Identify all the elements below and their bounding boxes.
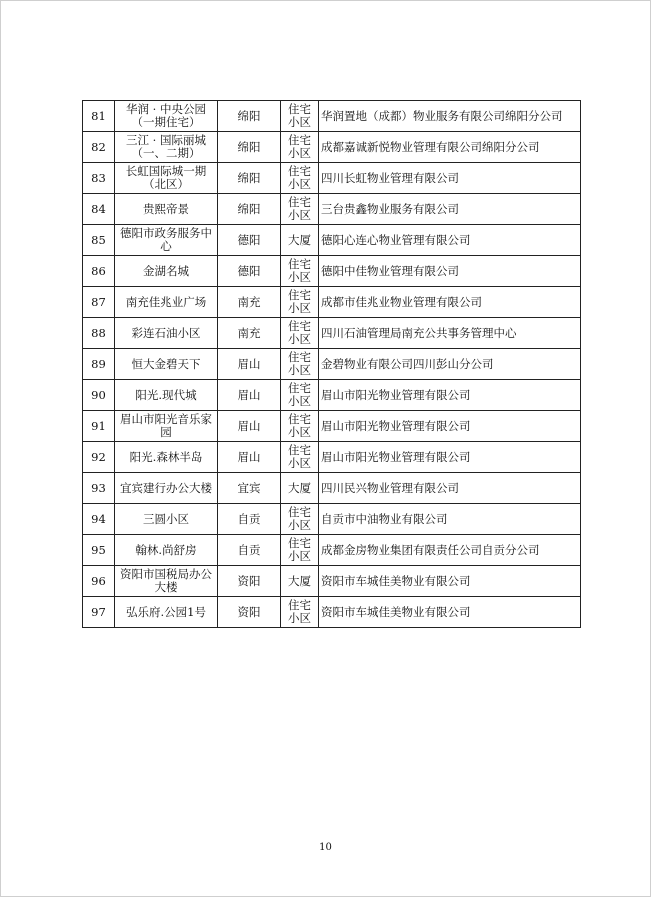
city: 宜宾 [218, 473, 281, 504]
city: 南充 [218, 287, 281, 318]
city: 资阳 [218, 566, 281, 597]
property-type: 大厦 [281, 566, 319, 597]
city: 眉山 [218, 380, 281, 411]
row-number: 94 [83, 504, 115, 535]
property-type: 住宅小区 [281, 256, 319, 287]
property-type: 住宅小区 [281, 411, 319, 442]
project-name: 金湖名城 [115, 256, 218, 287]
row-number: 85 [83, 225, 115, 256]
property-type: 住宅小区 [281, 287, 319, 318]
city: 绵阳 [218, 163, 281, 194]
management-company: 四川石油管理局南充公共事务管理中心 [319, 318, 581, 349]
property-type: 住宅小区 [281, 380, 319, 411]
table-row [83, 101, 581, 132]
property-type: 住宅小区 [281, 163, 319, 194]
project-name: 资阳市国税局办公大楼 [115, 566, 218, 597]
project-name: 长虹国际城一期（北区） [115, 163, 218, 194]
table-body [83, 101, 581, 628]
row-number: 97 [83, 597, 115, 628]
management-company: 成都嘉诚新悦物业管理有限公司绵阳分公司 [319, 132, 581, 163]
table-row [83, 256, 581, 287]
page-number: 10 [319, 842, 332, 853]
project-name: 阳光.现代城 [115, 380, 218, 411]
row-number: 91 [83, 411, 115, 442]
table-row [83, 132, 581, 163]
row-number: 93 [83, 473, 115, 504]
project-name: 翰林.尚舒房 [115, 535, 218, 566]
property-type: 大厦 [281, 225, 319, 256]
city: 眉山 [218, 349, 281, 380]
row-number: 84 [83, 194, 115, 225]
project-name: 华润 · 中央公园（一期住宅） [115, 101, 218, 132]
city: 自贡 [218, 535, 281, 566]
project-name: 三圆小区 [115, 504, 218, 535]
management-company: 自贡市中油物业有限公司 [319, 504, 581, 535]
property-type: 住宅小区 [281, 442, 319, 473]
management-company: 三台贵鑫物业服务有限公司 [319, 194, 581, 225]
project-name: 贵熙帝景 [115, 194, 218, 225]
row-number: 87 [83, 287, 115, 318]
project-name: 眉山市阳光音乐家园 [115, 411, 218, 442]
city: 德阳 [218, 256, 281, 287]
project-name: 恒大金碧天下 [115, 349, 218, 380]
management-company: 德阳中佳物业管理有限公司 [319, 256, 581, 287]
property-type: 大厦 [281, 473, 319, 504]
management-company: 四川长虹物业管理有限公司 [319, 163, 581, 194]
property-type: 住宅小区 [281, 101, 319, 132]
project-name: 德阳市政务服务中心 [115, 225, 218, 256]
table-row [83, 349, 581, 380]
city: 自贡 [218, 504, 281, 535]
table-row [83, 287, 581, 318]
table-row [83, 411, 581, 442]
table-row [83, 318, 581, 349]
city: 绵阳 [218, 132, 281, 163]
table-row [83, 194, 581, 225]
city: 绵阳 [218, 194, 281, 225]
management-company: 成都金房物业集团有限责任公司自贡分公司 [319, 535, 581, 566]
management-company: 德阳心连心物业管理有限公司 [319, 225, 581, 256]
table-row [83, 163, 581, 194]
row-number: 86 [83, 256, 115, 287]
property-type: 住宅小区 [281, 504, 319, 535]
property-type: 住宅小区 [281, 132, 319, 163]
city: 资阳 [218, 597, 281, 628]
city: 眉山 [218, 411, 281, 442]
table-row [83, 442, 581, 473]
city: 德阳 [218, 225, 281, 256]
table-row [83, 504, 581, 535]
management-company: 资阳市车城佳美物业有限公司 [319, 566, 581, 597]
row-number: 81 [83, 101, 115, 132]
row-number: 92 [83, 442, 115, 473]
management-company: 成都市佳兆业物业管理有限公司 [319, 287, 581, 318]
row-number: 90 [83, 380, 115, 411]
property-type: 住宅小区 [281, 349, 319, 380]
row-number: 88 [83, 318, 115, 349]
management-company: 眉山市阳光物业管理有限公司 [319, 411, 581, 442]
project-name: 宜宾建行办公大楼 [115, 473, 218, 504]
row-number: 96 [83, 566, 115, 597]
project-name: 彩连石油小区 [115, 318, 218, 349]
project-name: 弘乐府.公园1号 [115, 597, 218, 628]
city: 南充 [218, 318, 281, 349]
row-number: 95 [83, 535, 115, 566]
table-row [83, 225, 581, 256]
management-company: 华润置地（成都）物业服务有限公司绵阳分公司 [319, 101, 581, 132]
row-number: 82 [83, 132, 115, 163]
property-type: 住宅小区 [281, 194, 319, 225]
city: 眉山 [218, 442, 281, 473]
property-type: 住宅小区 [281, 597, 319, 628]
row-number: 89 [83, 349, 115, 380]
table-row [83, 380, 581, 411]
property-type: 住宅小区 [281, 318, 319, 349]
management-company: 眉山市阳光物业管理有限公司 [319, 380, 581, 411]
table-row [83, 473, 581, 504]
management-company: 眉山市阳光物业管理有限公司 [319, 442, 581, 473]
management-company: 四川民兴物业管理有限公司 [319, 473, 581, 504]
management-company: 资阳市车城佳美物业有限公司 [319, 597, 581, 628]
project-name: 阳光.森林半岛 [115, 442, 218, 473]
table-row [83, 535, 581, 566]
project-name: 三江 · 国际丽城（一、二期） [115, 132, 218, 163]
management-company: 金碧物业有限公司四川彭山分公司 [319, 349, 581, 380]
table-row [83, 566, 581, 597]
table-row [83, 597, 581, 628]
project-name: 南充佳兆业广场 [115, 287, 218, 318]
property-table [82, 100, 581, 628]
city: 绵阳 [218, 101, 281, 132]
row-number: 83 [83, 163, 115, 194]
property-type: 住宅小区 [281, 535, 319, 566]
